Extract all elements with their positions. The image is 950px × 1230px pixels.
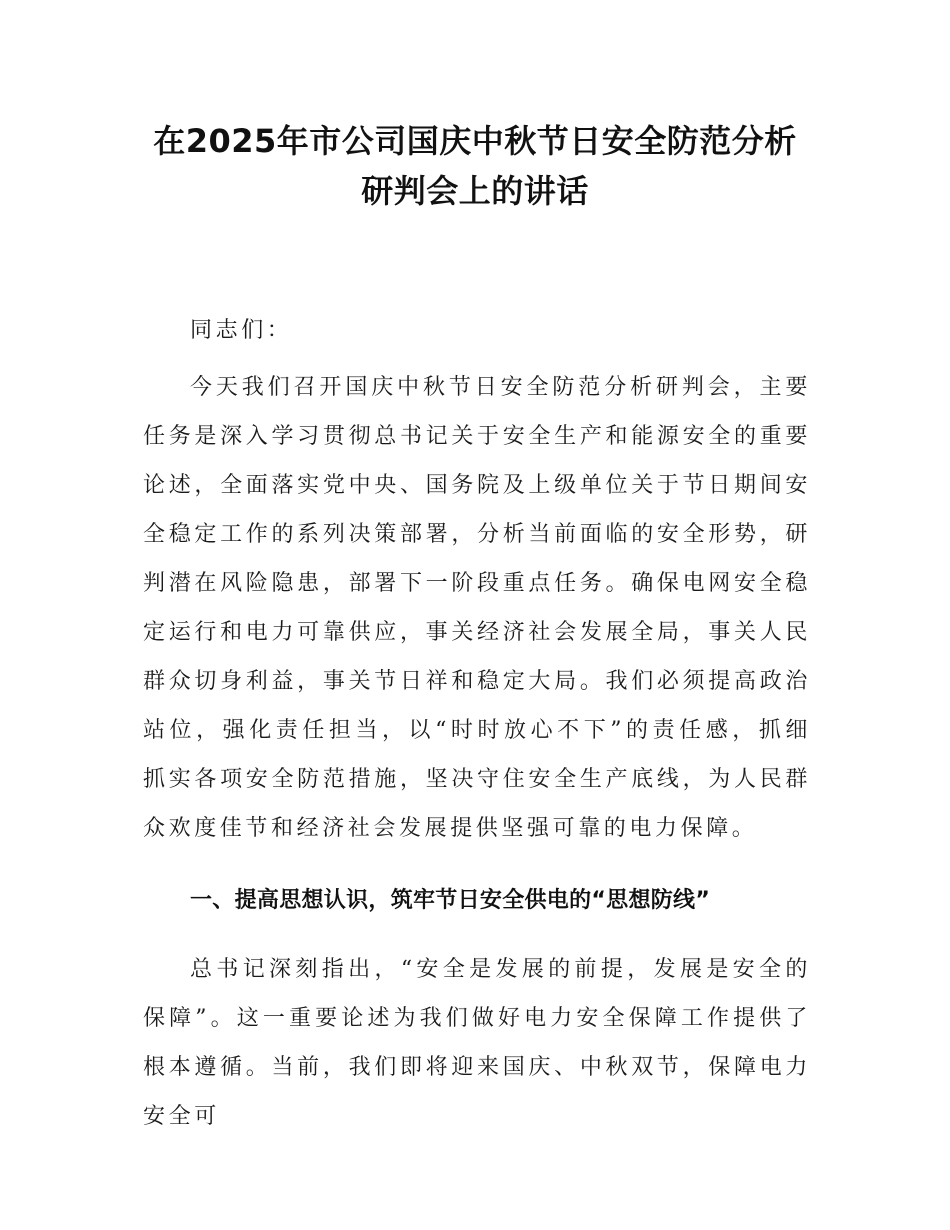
- section-heading-1: 一、提高思想认识，筑牢节日安全供电的“思想防线”: [190, 888, 711, 913]
- greeting: 同志们：: [190, 318, 293, 343]
- paragraph-intro: 今天我们召开国庆中秋节日安全防范分析研判会，主要任务是深入学习贯彻总书记关于安全生产和能源安全的重要论述，全面落实党中央、国务院及上级单位关于节日期间安全稳定工作的系列决策部署，分析当前面临的安全形势，研判潜在风险隐患，部署下一阶段重点任务。确保电网安全稳定运行和电力可靠供应，事关经济社会发展全局，事关人民群众切身利益，事关节日祥和稳定大局。我们必须提高政治站位，强化责任担当，以“时时放心不下”的责任感，抓细抓实各项安全防范措施，坚决守住安全生产底线，为人民群众欢度佳节和经济社会发展提供坚强可靠的电力保障。: [143, 375, 811, 841]
- document-title: [100, 116, 850, 216]
- title-line-2: 研判会上的讲话: [361, 172, 589, 210]
- paragraph-section-1: 总书记深刻指出，“安全是发展的前提，发展是安全的保障”。这一重要论述为我们做好电力安全保障工作提供了根本遵循。当前，我们即将迎来国庆、中秋双节，保障电力安全可: [143, 957, 811, 1129]
- title-line-1: 在2025年市公司国庆中秋节日安全防范分析: [153, 122, 797, 160]
